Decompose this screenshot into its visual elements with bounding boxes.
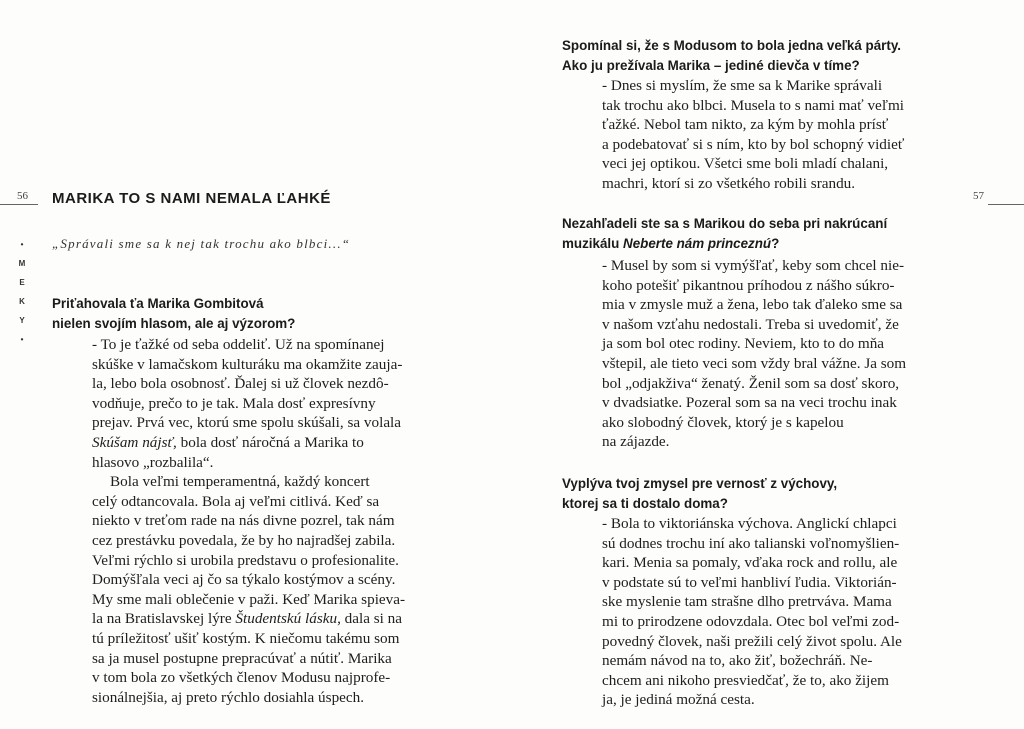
answer-line: la na Bratislavskej lýre Študentskú lásku, dala si na: [92, 610, 403, 628]
answer-line: bol „odjakživa“ ženatý. Ženil som sa dosť skoro,: [602, 374, 900, 392]
answer-line: ako slobodný človek, ktorý je s kapelou: [602, 413, 844, 431]
answer-block: [602, 256, 906, 452]
question-block: [562, 36, 901, 76]
answer-line: Domýšľala veci aj čo sa týkalo kostýmov a scény.: [92, 571, 396, 589]
answer-line: la, lebo bola osobnosť. Ďalej si už človek nezdô-: [92, 375, 389, 393]
answer-line: sa ja musel postupne prepracúvať a nútiť. Marika: [92, 649, 392, 667]
question-line: Ako ju prežívala Marika – jediné dievča v tíme?: [562, 58, 860, 73]
running-section-label: [15, 240, 29, 344]
side-label-letter: K: [19, 297, 25, 306]
question-block: [562, 214, 887, 254]
answer-line: v tom bola zo všetkých členov Modusu najprofe-: [92, 669, 391, 687]
answer-line: ja som bol otec rodiny. Neviem, kto to do mňa: [602, 335, 885, 353]
epigraph: „Správali sme sa k nej tak trochu ako blbci...“: [52, 236, 351, 251]
question-line: ktorej sa ti dostalo doma?: [562, 496, 728, 511]
side-label-letter: Y: [19, 316, 25, 325]
answer-line: Veľmi rýchlo si urobila predstavu o profesionalite.: [92, 551, 399, 569]
answer-line: niekto v treťom rade na nás divne pozrel, tak nám: [92, 512, 395, 530]
question-block: [52, 294, 295, 334]
answer-line: sionálnejšia, aj preto rýchlo dosiahla úspech.: [92, 688, 365, 706]
answer-line: - Dnes si myslím, že sme sa k Marike správali: [602, 77, 883, 94]
answer-line: cez prestávku povedala, že by ho najradšej zabila.: [92, 531, 396, 549]
answer-line: mia v zmysle muž a žena, lebo tak ďaleko sme sa: [602, 296, 903, 314]
answer-line: vštepil, ale tieto veci som vždy bral vážne. Ja som: [602, 354, 907, 372]
answer-line: v našom vzťahu nedostali. Treba si uvedomiť, že: [602, 315, 899, 333]
song-title: Študentskú lásku: [235, 610, 338, 628]
chapter-title: MARIKA TO S NAMI NEMALA ĽAHKÉ: [52, 190, 331, 207]
answer-line: ja, je jediná možná cesta.: [602, 691, 755, 709]
answer-line: hlasovo „rozbalila“.: [92, 453, 214, 471]
answer-line: skúške v lamačskom kulturáku ma okamžite zauja-: [92, 355, 403, 373]
answer-line: My sme mali oblečenie v paži. Keď Marika spieva-: [92, 590, 406, 608]
answer-line: chcem ani nikoho presviedčať, že to, ako žijem: [602, 671, 889, 689]
question-line: Priťahovala ťa Marika Gombitová: [52, 296, 264, 311]
answer-line: mi to prirodzene odovzdala. Otec bol veľmi zod-: [602, 612, 900, 630]
answer-line: v dvadsiatke. Pozeral som sa na veci trochu inak: [602, 394, 897, 412]
answer-line: sú dodnes trochu iní ako talianski voľnomyšlien-: [602, 534, 900, 552]
answer-line: tak trochu ako blbci. Musela to s nami mať veľmi: [602, 96, 904, 114]
page-number-left: 56: [17, 190, 28, 202]
page-number-rule-left: [0, 204, 38, 205]
answer-line: vodňuje, prečo to je tak. Mala dosť expresívny: [92, 394, 376, 412]
answer-line: kari. Menia sa pomaly, vďaka rock and rollu, ale: [602, 554, 898, 572]
musical-title: Neberte nám princeznú: [623, 236, 772, 251]
question-line: nielen svojím hlasom, ale aj výzorom?: [52, 316, 296, 331]
answer-line: ťažké. Nebol tam nikto, za kým by mohla prísť: [602, 116, 889, 134]
side-label-letter: M: [18, 259, 26, 268]
answer-line: koho potešiť pikantnou príhodou z nášho súkro-: [602, 276, 895, 294]
answer-line: veci jej optikou. Všetci sme boli mladí chalani,: [602, 155, 889, 173]
question-line: Spomínal si, že s Modusom to bola jedna veľká párty.: [562, 38, 902, 53]
answer-line: ske myslenie tam strašne dlho pretrváva. Mama: [602, 593, 892, 611]
question-line: muzikálu Neberte nám princeznú?: [562, 236, 780, 251]
answer-line: machri, ktorí si zo všetkého robili srandu.: [602, 174, 856, 192]
question-line: Nezahľadeli ste sa s Marikou do seba pri nakrúcaní: [562, 216, 888, 231]
answer-line: na zájazde.: [602, 433, 670, 451]
answer-line: - Musel by som si vymýšľať, keby som chcel nie-: [602, 257, 905, 274]
answer-line: v podstate sú to veľmi hanbliví ľudia. Viktorián-: [602, 573, 897, 591]
answer-line: tú príležitosť ušiť kostým. K niečomu takému som: [92, 629, 400, 647]
song-title: Skúšam nájsť: [92, 433, 174, 451]
answer-block: [92, 335, 405, 707]
answer-block: [602, 76, 904, 194]
answer-line: Bola veľmi temperamentná, každý koncert: [110, 473, 370, 491]
answer-line: nemám návod na to, ako žiť, božechráň. Ne-: [602, 652, 873, 670]
answer-line: prejav. Prvá vec, ktorú sme spolu skúšali, sa volala: [92, 414, 402, 432]
side-label-dot-bottom: •: [20, 335, 24, 344]
question-line: Vyplýva tvoj zmysel pre vernosť z výchovy,: [562, 476, 838, 491]
answer-block: [602, 514, 902, 710]
answer-line: celý odtancovala. Bola aj veľmi citlivá. Keď sa: [92, 492, 380, 510]
side-label-dot-top: •: [20, 240, 24, 249]
question-block: [562, 474, 837, 514]
answer-line: Skúšam nájsť, bola dosť náročná a Marika to: [92, 433, 364, 451]
answer-line: a podebatovať si s ním, kto by bol schopný vidieť: [602, 135, 905, 153]
page-number-right: 57: [973, 190, 984, 202]
side-label-letter: E: [19, 278, 25, 287]
answer-line: - Bola to viktoriánska výchova. Anglickí chlapci: [602, 515, 897, 532]
answer-line: povedný človek, naši prežili celý život spolu. Ale: [602, 632, 902, 650]
page-number-rule-right: [988, 204, 1024, 205]
answer-line: - To je ťažké od seba oddeliť. Už na spomínanej: [92, 336, 385, 353]
